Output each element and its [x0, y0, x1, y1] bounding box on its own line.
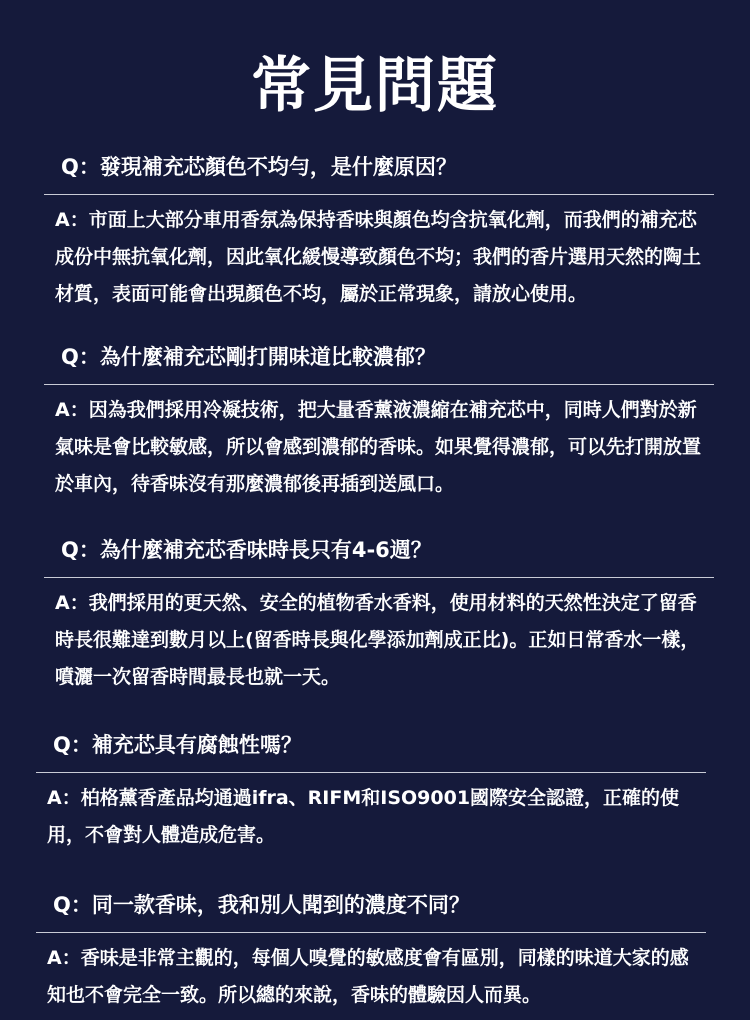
faq-divider [36, 932, 706, 933]
faq-divider [44, 384, 714, 385]
faq-item [36, 891, 706, 1014]
faq-item [44, 153, 714, 313]
faq-item [44, 343, 714, 503]
faq-answer: A：我們採用的更天然、安全的植物香水香料，使用材料的天然性決定了留香時長很難達到數月以上(留香時長與化學添加劑成正比)。正如日常香水一樣，噴灑一次留香時間最長也就一天。 [55, 592, 700, 688]
faq-question: Q：同一款香味，我和別人聞到的濃度不同？ [53, 893, 470, 917]
faq-question: Q：為什麼補充芯香味時長只有4-6週？ [61, 538, 432, 562]
faq-divider [44, 577, 714, 578]
faq-divider [36, 772, 706, 773]
faq-item [44, 536, 714, 696]
faq-question: Q：補充芯具有腐蝕性嗎？ [53, 733, 302, 757]
faq-answer: A：香味是非常主觀的，每個人嗅覺的敏感度會有區別，同樣的味道大家的感知也不會完全一致。所以總的來說，香味的體驗因人而異。 [47, 947, 689, 1006]
faq-answer: A：因為我們採用冷凝技術，把大量香薰液濃縮在補充芯中，同時人們對於新氣味是會比較敏感，所以會感到濃郁的香味。如果覺得濃郁，可以先打開放置於車內，待香味沒有那麼濃郁後再插到送風口。 [55, 399, 702, 495]
faq-divider [44, 194, 714, 195]
faq-answer: A：柏格薰香產品均通過ifra、RIFM和ISO9001國際安全認證，正確的使用，不會對人體造成危害。 [47, 787, 680, 846]
faq-question: Q：為什麼補充芯剛打開味道比較濃郁？ [61, 345, 436, 369]
faq-question: Q：發現補充芯顏色不均勻，是什麼原因？ [61, 155, 457, 179]
faq-answer: A：市面上大部分車用香氛為保持香味與顏色均含抗氧化劑，而我們的補充芯成份中無抗氧化劑，因此氧化緩慢導致顏色不均；我們的香片選用天然的陶土材質，表面可能會出現顏色不均，屬於正常現象，請放心使用。 [55, 209, 702, 305]
faq-item [36, 731, 706, 854]
page-title: 常見問題 [251, 51, 499, 121]
